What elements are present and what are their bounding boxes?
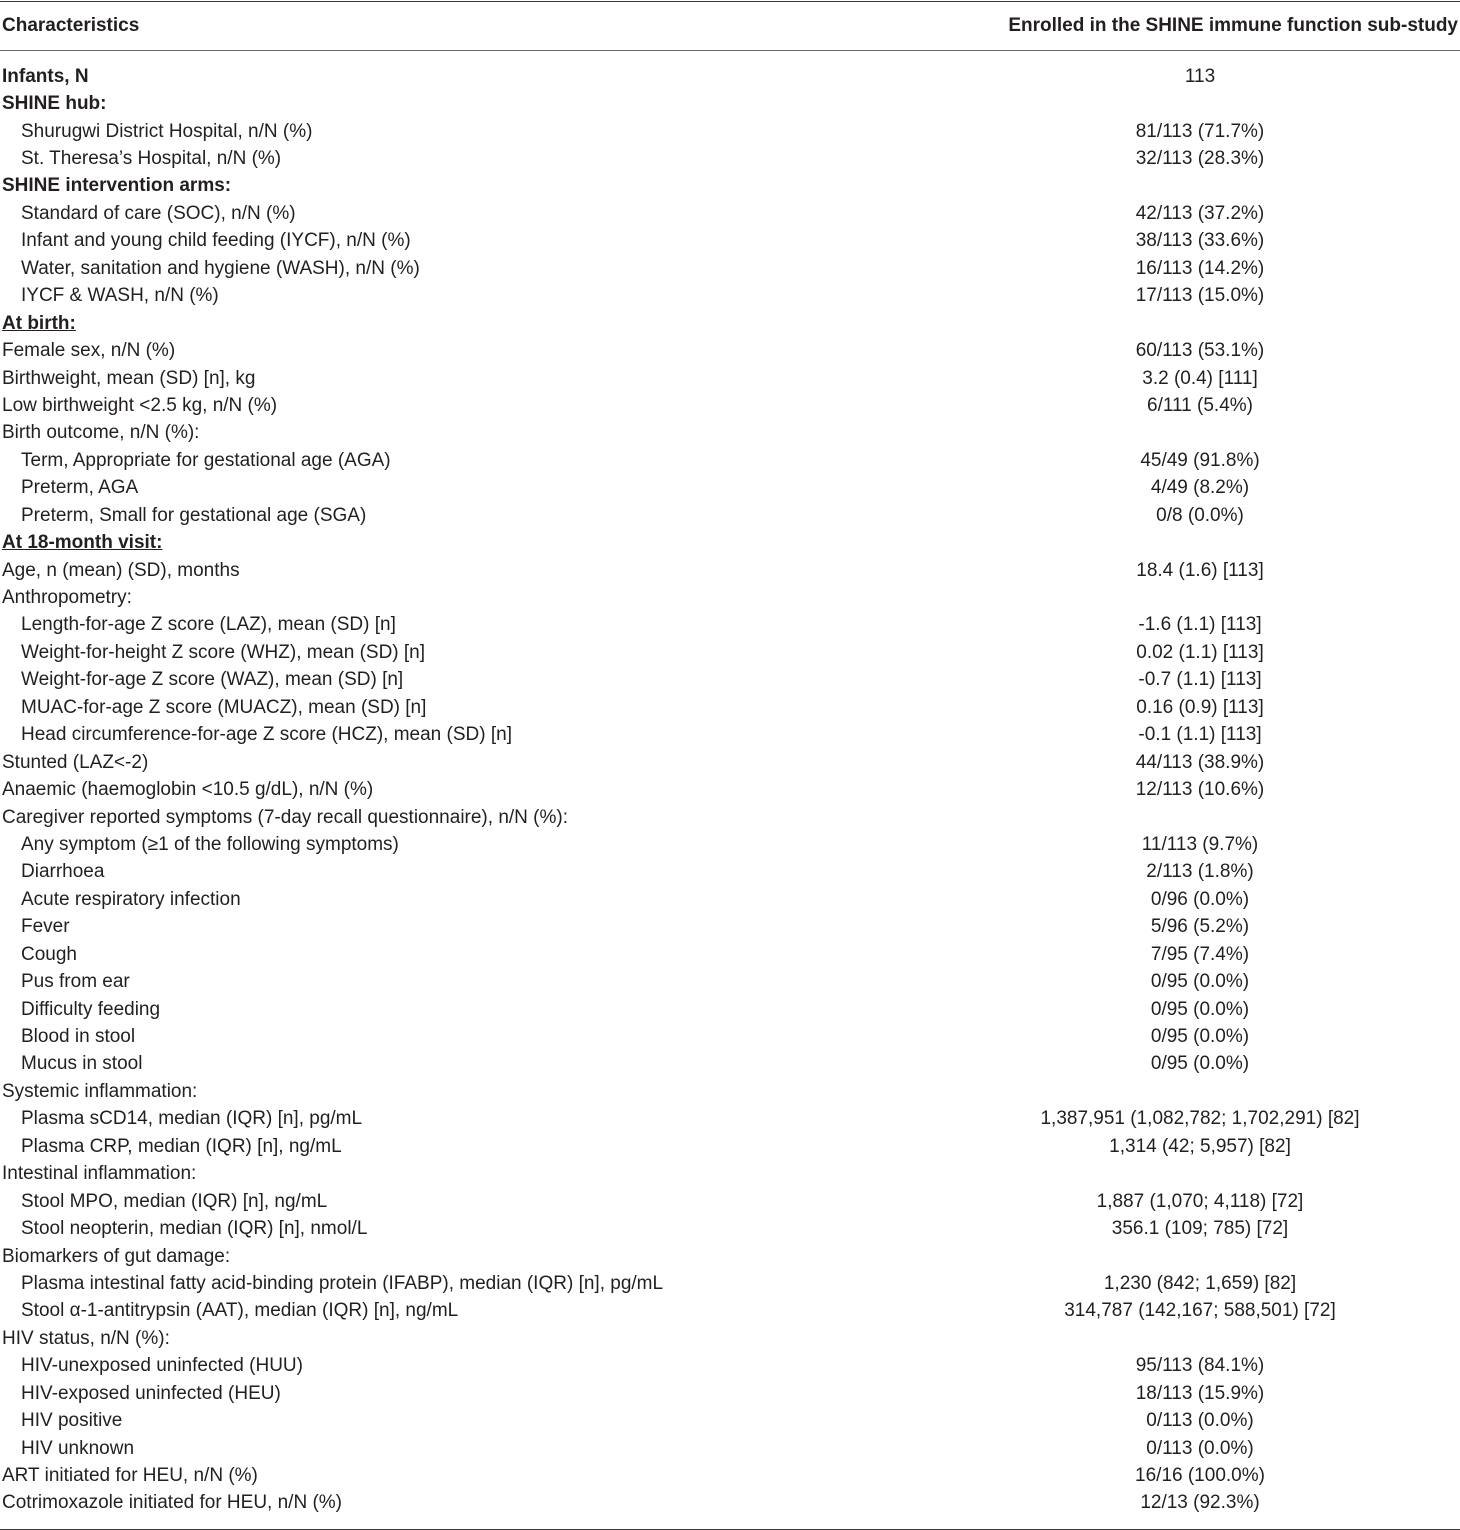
table-row [0, 1490, 1460, 1517]
row-label [0, 889, 934, 911]
row-label [0, 121, 934, 143]
table-row [0, 63, 1460, 90]
table-row [0, 584, 1460, 611]
table-row [0, 337, 1460, 364]
row-value: 6/111 (5.4%) [1147, 394, 1253, 416]
header-enrolled: Enrolled in the SHINE immune function sub-study [1008, 15, 1458, 36]
row-label-text: SHINE intervention arms: [2, 175, 232, 197]
row-label-text: HIV-unexposed uninfected (HUU) [21, 1355, 303, 1377]
row-label-text: St. Theresa’s Hospital, n/N (%) [21, 148, 282, 170]
row-value: 60/113 (53.1%) [1135, 340, 1265, 362]
row-value: 314,787 (142,167; 588,501) [72] [1064, 1300, 1336, 1322]
table-row [0, 502, 1460, 529]
row-value: 2/113 (1.8%) [1146, 861, 1254, 883]
table-row [0, 310, 1460, 337]
row-value: -1.6 (1.1) [113] [1138, 614, 1262, 636]
row-value: 0/95 (0.0%) [1150, 1026, 1250, 1048]
row-label-text: Any symptom (≥1 of the following symptoms) [21, 833, 399, 855]
row-label [0, 916, 934, 938]
table-row [0, 859, 1460, 886]
row-label-text: Pus from ear [21, 971, 130, 993]
table-row [0, 365, 1460, 392]
row-label [0, 642, 934, 664]
row-label [0, 450, 934, 472]
row-value: 95/113 (84.1%) [1135, 1355, 1265, 1377]
row-label [0, 313, 934, 335]
row-label [0, 1053, 934, 1075]
table-row [0, 475, 1460, 502]
row-label [0, 560, 934, 582]
row-value: 38/113 (33.6%) [1135, 230, 1265, 252]
row-value: 12/13 (92.3%) [1140, 1492, 1260, 1514]
row-label [0, 614, 934, 636]
row-label [0, 368, 934, 390]
row-label-text: Stool α-1-antitrypsin (AAT), median (IQR) [n], ng/mL [21, 1300, 459, 1322]
row-label [0, 1410, 934, 1432]
row-label [0, 944, 934, 966]
row-value: -0.7 (1.1) [113] [1138, 669, 1262, 691]
row-value: 0/95 (0.0%) [1150, 1053, 1250, 1075]
table-row [0, 1023, 1460, 1050]
row-value: 4/49 (8.2%) [1150, 477, 1250, 499]
table-row [0, 529, 1460, 556]
row-label-text: Standard of care (SOC), n/N (%) [21, 202, 296, 224]
row-label-text: Plasma CRP, median (IQR) [n], ng/mL [21, 1135, 342, 1157]
table-row [0, 1188, 1460, 1215]
table-row [0, 1325, 1460, 1352]
row-label-text: Weight-for-height Z score (WHZ), mean (SD) [n] [21, 641, 426, 663]
table-row [0, 1270, 1460, 1297]
row-label [0, 1108, 934, 1130]
row-value: 81/113 (71.7%) [1135, 120, 1265, 142]
table-row [0, 996, 1460, 1023]
row-label-text: Anaemic (haemoglobin <10.5 g/dL), n/N (%) [2, 779, 374, 801]
table-row [0, 1133, 1460, 1160]
row-label [0, 1492, 934, 1514]
row-value: 1,314 (42; 5,957) [82] [1109, 1135, 1291, 1157]
row-value: 3.2 (0.4) [111] [1142, 367, 1258, 389]
row-label-text: Cough [21, 943, 77, 965]
row-label-text: Female sex, n/N (%) [2, 340, 176, 362]
row-label [0, 971, 934, 993]
row-label [0, 340, 934, 362]
table-row [0, 667, 1460, 694]
row-value: 0/113 (0.0%) [1146, 1437, 1254, 1459]
table-row [0, 886, 1460, 913]
row-label-text: Difficulty feeding [21, 998, 161, 1020]
row-label [0, 230, 934, 252]
row-label-text: Fever [21, 916, 70, 938]
row-value: 0/8 (0.0%) [1156, 504, 1244, 526]
row-value: 356.1 (109; 785) [72] [1111, 1218, 1289, 1240]
row-label-text: Weight-for-age Z score (WAZ), mean (SD) [n] [21, 669, 404, 691]
row-value: 1,230 (842; 1,659) [82] [1103, 1272, 1297, 1294]
row-label [0, 1355, 934, 1377]
table-row [0, 722, 1460, 749]
row-label-text: Stool MPO, median (IQR) [n], ng/mL [21, 1190, 328, 1212]
row-label [0, 1163, 934, 1185]
row-label-text: HIV positive [21, 1410, 123, 1432]
row-value: 11/113 (9.7%) [1141, 833, 1259, 855]
row-value: 32/113 (28.3%) [1135, 148, 1265, 170]
row-value: 1,887 (1,070; 4,118) [72] [1096, 1190, 1304, 1212]
table-row [0, 914, 1460, 941]
table-row [0, 612, 1460, 639]
row-label-text: Water, sanitation and hygiene (WASH), n/N (%) [21, 257, 420, 279]
row-value: 113 [1184, 65, 1216, 87]
row-label-text: Cotrimoxazole initiated for HEU, n/N (%) [2, 1492, 342, 1514]
row-label-text: HIV status, n/N (%): [2, 1327, 170, 1349]
row-label-text: Length-for-age Z score (LAZ), mean (SD) [n] [21, 614, 396, 636]
row-label-text: Blood in stool [21, 1026, 136, 1048]
row-value: 44/113 (38.9%) [1135, 751, 1265, 773]
table-row [0, 1462, 1460, 1489]
row-value: -0.1 (1.1) [113] [1138, 724, 1262, 746]
row-label-text: Acute respiratory infection [21, 888, 241, 910]
row-value: 0/95 (0.0%) [1150, 971, 1250, 993]
row-label-text: Plasma intestinal fatty acid-binding protein (IFABP), median (IQR) [n], pg/mL [21, 1272, 664, 1294]
row-label-text: Infant and young child feeding (IYCF), n/N (%) [21, 230, 411, 252]
row-label-text: Preterm, AGA [21, 477, 139, 499]
row-label [0, 148, 934, 170]
table-row [0, 255, 1460, 282]
row-value: 0.16 (0.9) [113] [1136, 696, 1264, 718]
header-characteristics: Characteristics [2, 15, 140, 36]
row-label [0, 1383, 934, 1405]
row-label [0, 724, 934, 746]
row-label [0, 861, 934, 883]
table-row [0, 1243, 1460, 1270]
table-row [0, 392, 1460, 419]
row-label [0, 1328, 934, 1350]
row-label-text: Stool neopterin, median (IQR) [n], nmol/L [21, 1218, 368, 1240]
row-label-text: Birth outcome, n/N (%): [2, 422, 200, 444]
row-label-text: Plasma sCD14, median (IQR) [n], pg/mL [21, 1108, 363, 1130]
row-value: 0/113 (0.0%) [1146, 1410, 1254, 1432]
row-label-text: HIV-exposed uninfected (HEU) [21, 1382, 281, 1404]
table-row [0, 228, 1460, 255]
row-value: 7/95 (7.4%) [1150, 943, 1250, 965]
row-label [0, 477, 934, 499]
row-label [0, 1438, 934, 1460]
table-row [0, 283, 1460, 310]
row-label [0, 66, 934, 88]
row-label-text: Head circumference-for-age Z score (HCZ), mean (SD) [n] [21, 724, 512, 746]
row-label-text: IYCF & WASH, n/N (%) [21, 285, 219, 307]
row-label-text: ART initiated for HEU, n/N (%) [2, 1465, 258, 1487]
row-label-text: Intestinal inflammation: [2, 1163, 197, 1185]
row-label [0, 505, 934, 527]
table-row [0, 145, 1460, 172]
row-label-text: Stunted (LAZ<-2) [2, 751, 149, 773]
row-label-text: Birthweight, mean (SD) [n], kg [2, 367, 256, 389]
row-label-text: HIV unknown [21, 1437, 135, 1459]
row-label-text: At 18-month visit: [2, 532, 163, 554]
row-label-text: At birth: [2, 312, 76, 334]
table-row [0, 420, 1460, 447]
row-value: 12/113 (10.6%) [1135, 779, 1265, 801]
table-row [0, 1353, 1460, 1380]
row-label [0, 587, 934, 609]
row-label [0, 395, 934, 417]
row-label [0, 93, 934, 115]
row-label [0, 532, 934, 554]
row-value: 16/113 (14.2%) [1135, 257, 1265, 279]
row-value: 42/113 (37.2%) [1135, 202, 1265, 224]
row-label-text: Caregiver reported symptoms (7-day recall questionnaire), n/N (%): [2, 806, 568, 828]
row-label [0, 1136, 934, 1158]
row-label [0, 697, 934, 719]
table-row [0, 118, 1460, 145]
row-label [0, 807, 934, 829]
row-value: 18.4 (1.6) [113] [1136, 559, 1264, 581]
row-label [0, 258, 934, 280]
row-label [0, 1465, 934, 1487]
table-row [0, 831, 1460, 858]
table-row [0, 749, 1460, 776]
table-row [0, 968, 1460, 995]
row-value: 0/95 (0.0%) [1150, 998, 1250, 1020]
row-label-text: Anthropometry: [2, 587, 132, 609]
row-label-text: Preterm, Small for gestational age (SGA) [21, 504, 367, 526]
table-row [0, 1215, 1460, 1242]
row-label [0, 779, 934, 801]
row-label [0, 1246, 934, 1268]
table-row [0, 804, 1460, 831]
table-row [0, 1051, 1460, 1078]
row-label [0, 1081, 934, 1103]
table-row [0, 1078, 1460, 1105]
row-label [0, 1218, 934, 1240]
table-row [0, 1435, 1460, 1462]
table-row [0, 1298, 1460, 1325]
row-label-text: Systemic inflammation: [2, 1080, 198, 1102]
row-value: 0.02 (1.1) [113] [1136, 641, 1264, 663]
row-value: 16/16 (100.0%) [1135, 1465, 1265, 1487]
row-label [0, 203, 934, 225]
table-row [0, 173, 1460, 200]
row-label [0, 1300, 934, 1322]
row-label-text: Low birthweight <2.5 kg, n/N (%) [2, 394, 278, 416]
table-row [0, 639, 1460, 666]
characteristics-table [0, 1, 1460, 1530]
table-row [0, 200, 1460, 227]
table-body [0, 51, 1460, 1517]
table-row [0, 776, 1460, 803]
table-row [0, 941, 1460, 968]
row-label [0, 285, 934, 307]
row-label [0, 834, 934, 856]
row-label [0, 669, 934, 691]
table-header [0, 2, 1460, 50]
table-row [0, 694, 1460, 721]
table-row [0, 1407, 1460, 1434]
row-value: 17/113 (15.0%) [1135, 285, 1265, 307]
table-row [0, 1106, 1460, 1133]
table-row [0, 1161, 1460, 1188]
row-label-text: Mucus in stool [21, 1053, 143, 1075]
row-value: 1,387,951 (1,082,782; 1,702,291) [82] [1040, 1108, 1360, 1130]
row-label-text: MUAC-for-age Z score (MUACZ), mean (SD) [n] [21, 696, 427, 718]
row-label-text: Age, n (mean) (SD), months [2, 559, 240, 581]
row-value: 18/113 (15.9%) [1135, 1382, 1265, 1404]
table-row [0, 90, 1460, 117]
row-label-text: Infants, N [2, 65, 89, 87]
row-label [0, 1026, 934, 1048]
table-row [0, 1380, 1460, 1407]
table-row [0, 447, 1460, 474]
row-label-text: Diarrhoea [21, 861, 105, 883]
row-label [0, 175, 934, 197]
row-value: 5/96 (5.2%) [1150, 916, 1250, 938]
row-label [0, 1273, 934, 1295]
row-value: 45/49 (91.8%) [1140, 449, 1260, 471]
row-label-text: Term, Appropriate for gestational age (AGA) [21, 449, 391, 471]
row-label-text: SHINE hub: [2, 93, 107, 115]
row-label [0, 752, 934, 774]
table-row [0, 557, 1460, 584]
row-label [0, 1191, 934, 1213]
row-label [0, 422, 934, 444]
row-label-text: Biomarkers of gut damage: [2, 1245, 231, 1267]
row-value: 0/96 (0.0%) [1150, 888, 1250, 910]
row-label-text: Shurugwi District Hospital, n/N (%) [21, 120, 313, 142]
row-label [0, 999, 934, 1021]
